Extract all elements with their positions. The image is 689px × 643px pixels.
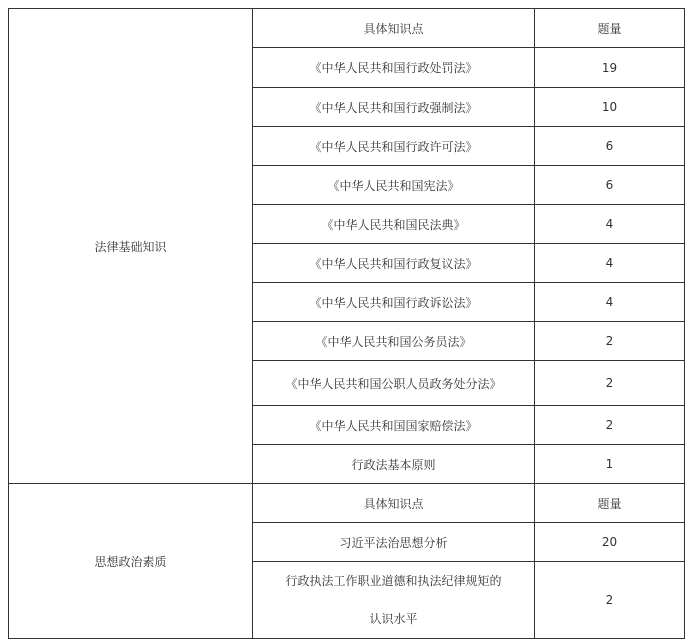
count-cell: 19 (535, 48, 685, 88)
count-cell: 4 (535, 244, 685, 283)
topic-cell: 《中华人民共和国行政处罚法》 (253, 48, 535, 88)
count-cell: 2 (535, 406, 685, 445)
topic-cell: 《中华人民共和国公务员法》 (253, 322, 535, 361)
count-cell: 4 (535, 205, 685, 244)
count-cell: 2 (535, 322, 685, 361)
topic-cell: 《中华人民共和国公职人员政务处分法》 (253, 361, 535, 406)
topic-cell: 《中华人民共和国国家赔偿法》 (253, 406, 535, 445)
count-cell: 1 (535, 445, 685, 484)
topic-cell: 《中华人民共和国行政许可法》 (253, 127, 535, 166)
count-cell: 6 (535, 127, 685, 166)
topic-cell: 《中华人民共和国行政强制法》 (253, 88, 535, 127)
topic-cell: 行政法基本原则 (253, 445, 535, 484)
topic-cell: 《中华人民共和国行政诉讼法》 (253, 283, 535, 322)
column-header-count: 题量 (535, 484, 685, 523)
category-cell: 思想政治素质 (9, 484, 253, 639)
count-cell: 6 (535, 166, 685, 205)
topic-line: 认识水平 (369, 612, 418, 626)
topic-cell: 《中华人民共和国行政复议法》 (253, 244, 535, 283)
topic-cell: 《中华人民共和国宪法》 (253, 166, 535, 205)
topic-line: 行政执法工作职业道德和执法纪律规矩的 (285, 574, 502, 588)
column-header-topic: 具体知识点 (253, 9, 535, 48)
topic-cell: 《中华人民共和国民法典》 (253, 205, 535, 244)
count-cell: 4 (535, 283, 685, 322)
count-cell: 2 (535, 361, 685, 406)
category-cell: 法律基础知识 (9, 9, 253, 484)
count-cell: 2 (535, 562, 685, 639)
column-header-topic: 具体知识点 (253, 484, 535, 523)
topic-cell: 习近平法治思想分析 (253, 523, 535, 562)
count-cell: 20 (535, 523, 685, 562)
count-cell: 10 (535, 88, 685, 127)
column-header-count: 题量 (535, 9, 685, 48)
knowledge-points-table (8, 8, 685, 639)
topic-cell (253, 562, 535, 639)
